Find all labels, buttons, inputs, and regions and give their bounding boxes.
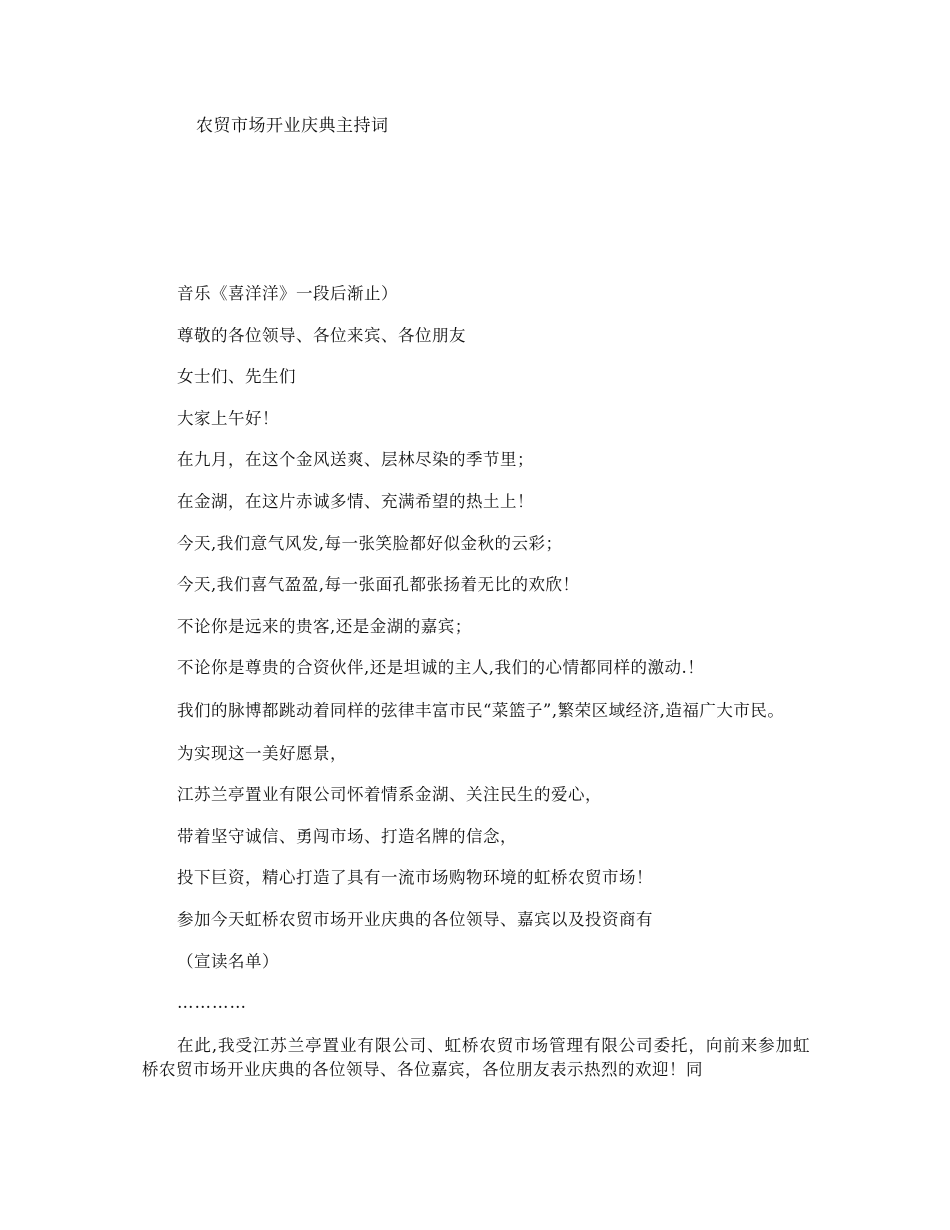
paragraph-guests: 不论你是远来的贵客,还是金湖的嘉宾； — [177, 616, 472, 636]
paragraph-greeting-leaders: 尊敬的各位领导、各位来宾、各位朋友 — [177, 325, 466, 345]
paragraph-welcome: 在此,我受江苏兰亭置业有限公司、虹桥农贸市场管理有限公司委托，向前来参加虹桥农贸市场开业庆典的各位领导、各位嘉宾，各位朋友表示热烈的欢迎！同 — [142, 1035, 810, 1079]
paragraph-good-morning: 大家上午好！ — [177, 408, 279, 428]
paragraph-september: 在九月，在这个金风送爽、层林尽染的季节里； — [177, 450, 534, 470]
paragraph-partners: 不论你是尊贵的合资伙伴,还是坦诚的主人,我们的心情都同样的激动.！ — [177, 658, 705, 678]
paragraph-vision: 为实现这一美好愿景， — [177, 743, 347, 763]
paragraph-music-cue: 音乐《喜洋洋》一段后渐止） — [177, 284, 398, 303]
paragraph-name-list: （宣读名单） — [177, 951, 279, 971]
document-title: 农贸市场开业庆典主持词 — [196, 116, 389, 136]
paragraph-today-1: 今天,我们意气风发,每一张笑脸都好似金秋的云彩； — [177, 533, 563, 553]
paragraph-investment: 投下巨资，精心打造了具有一流市场购物环境的虹桥农贸市场！ — [177, 868, 653, 888]
paragraph-greeting-ladies: 女士们、先生们 — [177, 367, 296, 387]
paragraph-belief: 带着坚守诚信、勇闯市场、打造名牌的信念， — [177, 826, 517, 846]
paragraph-jinhu: 在金湖，在这片赤诚多情、充满希望的热土上！ — [177, 491, 534, 511]
paragraph-company: 江苏兰亭置业有限公司怀着情系金湖、关注民生的爱心， — [177, 785, 602, 805]
paragraph-attendees: 参加今天虹桥农贸市场开业庆典的各位领导、嘉宾以及投资商有 — [177, 909, 653, 929]
paragraph-pulse: 我们的脉博都跳动着同样的弦律丰富市民“菜篮子”,繁荣区域经济,造福广大市民。 — [177, 700, 785, 720]
document-body — [142, 283, 810, 1101]
paragraph-today-2: 今天,我们喜气盈盈,每一张面孔都张扬着无比的欢欣！ — [177, 575, 580, 595]
paragraph-ellipsis: ………… — [177, 993, 247, 1013]
